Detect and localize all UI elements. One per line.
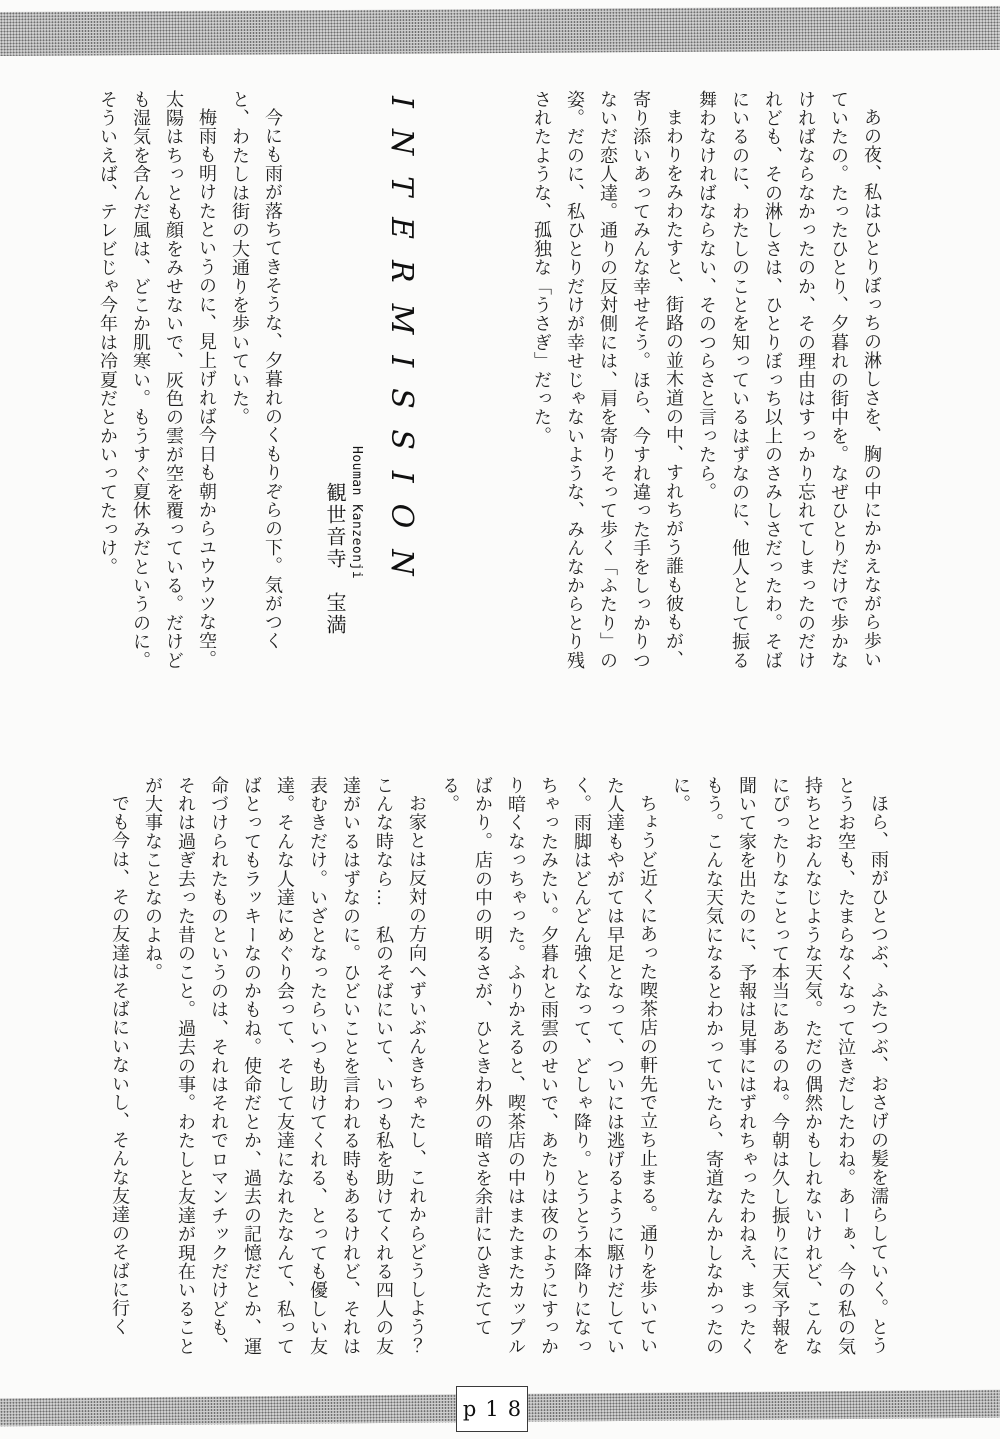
paragraph: 梅雨も明けたというのに、見上げれば今日も朝からユウウツな空。太陽はちっとも顔をみせないで、灰色の雲が空を覆っている。だけども湿気を含んだ風は、どこか肌寒い。もうすぐ夏休みだというのに。そういえば、テレビじゃ今年は冷夏だとかいってたっけ。 xyxy=(98,90,217,670)
paragraph: まわりをみわたすと、街路の並木道の中、すれちがう誰も彼もが、寄り添いあってみんな幸せそう。ほら、今すれ違った手をしっかりつないだ恋人達。通りの反対側には、肩を寄りそって歩く「ふたり」の姿。だのに、私ひとりだけが幸せじゃないような、みんなからとり残されたような、孤独な「うさぎ」だった。 xyxy=(532,90,684,670)
paragraph: ほら、雨がひとつぶ、ふたつぶ、おさげの髪を濡らしていく。とうとうお空も、たまらなくなって泣きだしたわね。あーぁ、今の私の気持ちとおんなじような天気。ただの偶然かもしれないけれど、こんなにぴったりなことって本当にあるのね。今朝は久し振りに天気予報を聞いて家を出たのに、予報は見事にはずれちゃったわねえ、まったくもう。こんな天気になるとわかっていたら、寄道なんかしなかったのに。 xyxy=(671,776,889,1356)
lower-text-block xyxy=(103,776,895,1374)
paragraph: ちょうど近くにあった喫茶店の軒先で立ち止まる。通りを歩いていた人達もやがては早足となって、ついには逃げるように駆けだしていく。雨脚はどんどん強くなって、どしゃ降り。とうとう本降りになっちゃったみたい。夕暮れと雨雲のせいで、あたりは夜のようにすっかり暗くなっちゃった。ふりかえると、喫茶店の中はまたまたカップルばかり。店の中の明るさが、ひときわ外の暗さを余計にひきたててる。 xyxy=(440,776,658,1356)
top-halftone-band xyxy=(0,6,1000,56)
author-romaji: Houman Kanzeonji xyxy=(349,446,364,580)
paragraph: でも今は、その友達はそばにいないし、そんな友達のそばに行く xyxy=(110,794,130,1337)
author-kanji: 観世音寺 宝満 xyxy=(323,482,345,636)
paragraph: 今にも雨が落ちてきそうな、夕暮れのくもりぞらの下。気がつくと、わたしは街の大通りを歩いていた。 xyxy=(230,90,283,651)
paragraph: あの夜、私はひとりぼっちの淋しさを、胸の中にかかえながら歩いていたの。たったひとり、夕暮れの街中を。なぜひとりだけで歩かなければならなかったのか、その理由はすっかり忘れてしまったのだけれども、その淋しさは、ひとりぼっち以上のさみしさだったわ。そばにいるのに、わたしのことを知っているはずなのに、他人として振る舞わなければならない、そのつらさと言ったら。 xyxy=(697,90,882,670)
intermission-title: INTERMISSION xyxy=(384,96,419,597)
page-number: p18 xyxy=(462,1397,531,1421)
upper-text-block xyxy=(91,90,888,670)
title-block xyxy=(319,90,419,670)
paragraph: お家とは反対の方向へずいぶんきちゃたし、これからどうしよう？ こんな時なら… 私のそばにいて、いつも私を助けてくれる四人の友達がいるはずなのに。ひどいことを言われる時もあるけれど、それは表むきだけ。いざとなったらいつも助けてくれる、とっても優しい友達。そんな人達にめぐり会って、そして友達になれたなんて、私ってばとってもラッキーなのかもね。使命だとか、過去の記憶だとか、運命づけられたものというのは、それはそれでロマンチックだけども、それは過ぎ去った昔のこと。過去の事。わたしと友達が現在いることが大事なことなのよね。 xyxy=(143,776,427,1374)
page-number-box xyxy=(456,1386,531,1432)
